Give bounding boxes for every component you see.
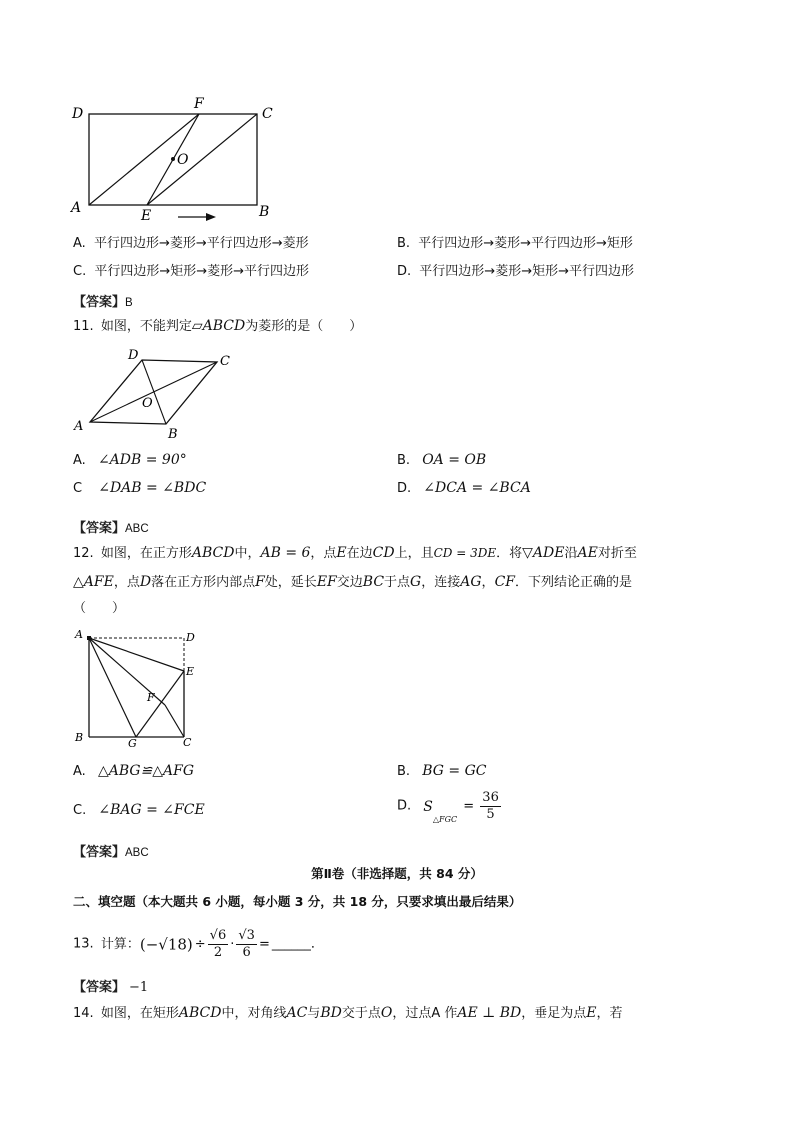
q12-option-d-s: S (423, 798, 433, 815)
q14-m1: ABCD (178, 1005, 222, 1021)
q12-label-b: B (75, 731, 84, 744)
q12-l1-e: 上，且 (394, 546, 434, 561)
q10-label-c: C (262, 106, 273, 122)
q12-l1-m4: CD (372, 545, 395, 561)
q10-option-b-letter: B. (397, 236, 411, 251)
q10-point-o (171, 157, 175, 161)
q14-stem (73, 1005, 623, 1022)
q12-l1-h: 对折至 (597, 546, 637, 561)
q12-l1-f: ．将 (496, 546, 523, 561)
q11-label-b: B (168, 427, 178, 440)
q10-label-o: O (177, 152, 189, 168)
q10-option-a-text: 平行四边形→菱形→平行四边形→菱形 (93, 236, 309, 251)
q12-l1-m2: AB = 6 (260, 545, 311, 561)
q12-line-ae (89, 638, 184, 671)
q12-option-d (397, 790, 501, 828)
q12-l2-h: ．下列结论正确的是 (515, 575, 633, 590)
q12-l2-m2: D (139, 574, 152, 590)
q12-line-fc (165, 705, 184, 737)
q10-option-d (397, 264, 634, 280)
q10-option-a-letter: A. (73, 236, 86, 251)
q12-option-b (397, 763, 486, 780)
q12-option-b-text: BG = GC (422, 763, 487, 779)
q11-option-c (73, 480, 206, 497)
q11-option-c-text: ∠DAB = ∠BDC (98, 480, 207, 496)
q12-option-a-text: △ABG≌△AFG (97, 763, 195, 779)
q11-label-c: C (220, 354, 230, 369)
q13-answer (73, 976, 148, 995)
q12-l2-c: 处，延长 (264, 575, 317, 590)
q13-answer-tag: 【答案】 (73, 980, 126, 995)
q13-answer-value: −1 (129, 980, 149, 995)
q12-l2-e: 于点 (384, 575, 411, 590)
q12-stem-line3 (73, 601, 125, 617)
q14-f: ，垂足为点 (521, 1006, 587, 1021)
q12-option-d-eq: = (463, 798, 475, 814)
q11-option-c-letter: C (73, 481, 83, 496)
q12-label-d: D (186, 631, 195, 644)
q10-label-e: E (141, 208, 152, 224)
q11-option-a-letter: A. (73, 453, 86, 468)
section-heading: 二、填空题（本大题共 6 小题，每小题 3 分，共 18 分，只要求填出最后结果） (73, 894, 522, 909)
q10-label-b: B (259, 204, 270, 220)
q13-eq: = (258, 936, 270, 952)
q12-option-d-num: 36 (482, 790, 499, 805)
q11-answer (73, 517, 149, 536)
q12-answer-tag: 【答案】 (73, 845, 126, 860)
q13-number: 13. (73, 936, 94, 952)
q11-option-a (73, 452, 187, 469)
q11-option-a-text: ∠ADB = 90° (97, 452, 187, 468)
q12-l1-m5: CD = 3DE (433, 546, 497, 560)
q13-blank: ______ (271, 936, 311, 952)
q10-label-f: F (194, 96, 204, 112)
q12-point-a-mark (87, 636, 91, 640)
q12-option-c (73, 802, 205, 819)
q10-option-c-letter: C. (73, 264, 87, 279)
q12-label-e: E (186, 665, 195, 678)
q12-figure (70, 626, 210, 750)
q12-option-c-text: ∠BAG = ∠FCE (98, 802, 205, 818)
q12-stem-line1 (73, 545, 637, 562)
q12-l1-m3: E (336, 545, 347, 561)
q11-option-d (397, 480, 531, 497)
q13-line (73, 928, 324, 961)
q12-option-a-letter: A. (73, 764, 86, 779)
q11-number: 11. (73, 319, 94, 334)
q12-l2-m6: G (410, 574, 422, 590)
q12-l2-m5: BC (362, 574, 385, 590)
q10-option-d-letter: D. (397, 264, 412, 279)
q12-answer-value: ABC (125, 847, 149, 859)
q10-option-b-text: 平行四边形→菱形→平行四边形→矩形 (418, 236, 633, 251)
q12-l1-a: 如图，在正方形 (100, 546, 192, 561)
q11-answer-value: ABC (125, 523, 149, 535)
q12-l2-m3: F (255, 574, 265, 590)
q13-f1-den: 2 (213, 945, 223, 960)
q11-stem-post: 为菱形的是（ ） (245, 319, 363, 334)
q14-a: 如图，在矩形 (100, 1006, 179, 1021)
q10-label-a: A (71, 200, 82, 216)
q12-number: 12. (73, 546, 94, 561)
q14-e: ，过点A 作 (392, 1006, 458, 1021)
q12-stem-line2 (73, 574, 632, 591)
q12-option-a (73, 763, 194, 780)
q12-line-eg (136, 671, 184, 737)
q11-answer-tag: 【答案】 (73, 521, 126, 536)
q11-label-d: D (128, 348, 139, 363)
q12-l2-m1: △AFE (73, 574, 114, 590)
q12-label-g: G (128, 737, 137, 750)
q14-m4: O (380, 1005, 393, 1021)
q11-option-b-text: OA = OB (422, 452, 487, 468)
q10-figure (66, 94, 286, 224)
q12-l2-g: ， (481, 575, 495, 590)
q11-label-o: O (142, 396, 153, 411)
q12-option-d-letter: D. (397, 798, 412, 814)
q13-f2-num: √3 (238, 928, 255, 943)
q14-b: 中，对角线 (221, 1006, 287, 1021)
q13-fraction1 (208, 928, 229, 961)
q13-label: 计算： (100, 936, 140, 952)
q12-label-a: A (75, 628, 83, 641)
q14-d: 交于点 (341, 1006, 381, 1021)
q12-l1-c: ，点 (310, 546, 337, 561)
q12-l2-f: ，连接 (421, 575, 461, 590)
q13-f1-num: √6 (209, 928, 227, 943)
q12-l1-m6: ▽ADE (522, 545, 565, 561)
q12-line-ag (89, 638, 136, 737)
q10-label-d: D (72, 106, 84, 122)
q14-m5: AE ⊥ BD (457, 1005, 522, 1021)
q12-l1-m1: ABCD (191, 545, 235, 561)
q11-option-d-letter: D. (397, 481, 412, 496)
q10-option-c-text: 平行四边形→矩形→菱形→平行四边形 (94, 264, 310, 279)
q12-l2-m4: EF (316, 574, 337, 590)
q14-number: 14. (73, 1006, 94, 1021)
q11-figure (70, 344, 240, 440)
q11-stem-pre: 如图，不能判定 (100, 319, 192, 334)
q14-g: ，若 (596, 1006, 623, 1021)
q13-fraction2 (236, 928, 257, 961)
q11-option-b-letter: B. (397, 453, 411, 468)
q10-option-b (397, 236, 633, 252)
q10-option-c (73, 264, 309, 280)
q12-option-d-fraction (480, 790, 501, 823)
q13-op2: · (230, 936, 235, 952)
q10-option-d-text: 平行四边形→菱形→矩形→平行四边形 (419, 264, 634, 279)
q12-option-c-letter: C. (73, 803, 87, 818)
q12-option-b-letter: B. (397, 764, 411, 779)
q13-term1: (−√18) (139, 935, 193, 954)
q10-answer (73, 291, 133, 310)
q13-f2-den: 6 (242, 945, 251, 960)
q10-line-ec (147, 114, 257, 205)
q12-l2-a: ，点 (113, 575, 140, 590)
q12-l1-m7: AE (577, 545, 598, 561)
q14-c: 与 (307, 1006, 321, 1021)
part2-heading: 第Ⅱ卷（非选择题，共 84 分） (311, 866, 483, 881)
q11-label-a: A (74, 419, 84, 434)
q12-l2-b: 落在正方形内部点 (151, 575, 256, 590)
q12-option-d-den: 5 (486, 807, 495, 822)
q10-answer-value: B (125, 297, 133, 309)
q11-option-b (397, 452, 486, 469)
q14-m2: AC (286, 1005, 308, 1021)
q14-m3: BD (320, 1005, 342, 1021)
q11-stem (73, 318, 362, 335)
q12-l2-m7: AG (460, 574, 482, 590)
q11-diagonal-db (142, 360, 166, 424)
q14-m6: E (586, 1005, 597, 1021)
q12-l2-d: 交边 (336, 575, 363, 590)
q12-label-c: C (183, 736, 192, 749)
q12-l2-m8: CF (494, 574, 515, 590)
q12-l3: （ ） (73, 601, 126, 616)
q11-option-d-text: ∠DCA = ∠BCA (423, 480, 531, 496)
q10-arrow-head (206, 213, 216, 221)
q13-op1: ÷ (194, 936, 206, 952)
q10-option-a (73, 236, 309, 252)
q11-stem-math: ▱ABCD (191, 318, 246, 334)
q13-end: ． (310, 936, 324, 952)
q12-answer (73, 841, 149, 860)
q12-l1-b: 中， (234, 546, 261, 561)
q12-label-f: F (147, 691, 155, 704)
q12-l1-d: 在边 (346, 546, 373, 561)
q10-answer-tag: 【答案】 (73, 295, 126, 310)
q12-option-d-sub: △FGC (432, 815, 458, 824)
q12-l1-g: 沿 (564, 546, 578, 561)
